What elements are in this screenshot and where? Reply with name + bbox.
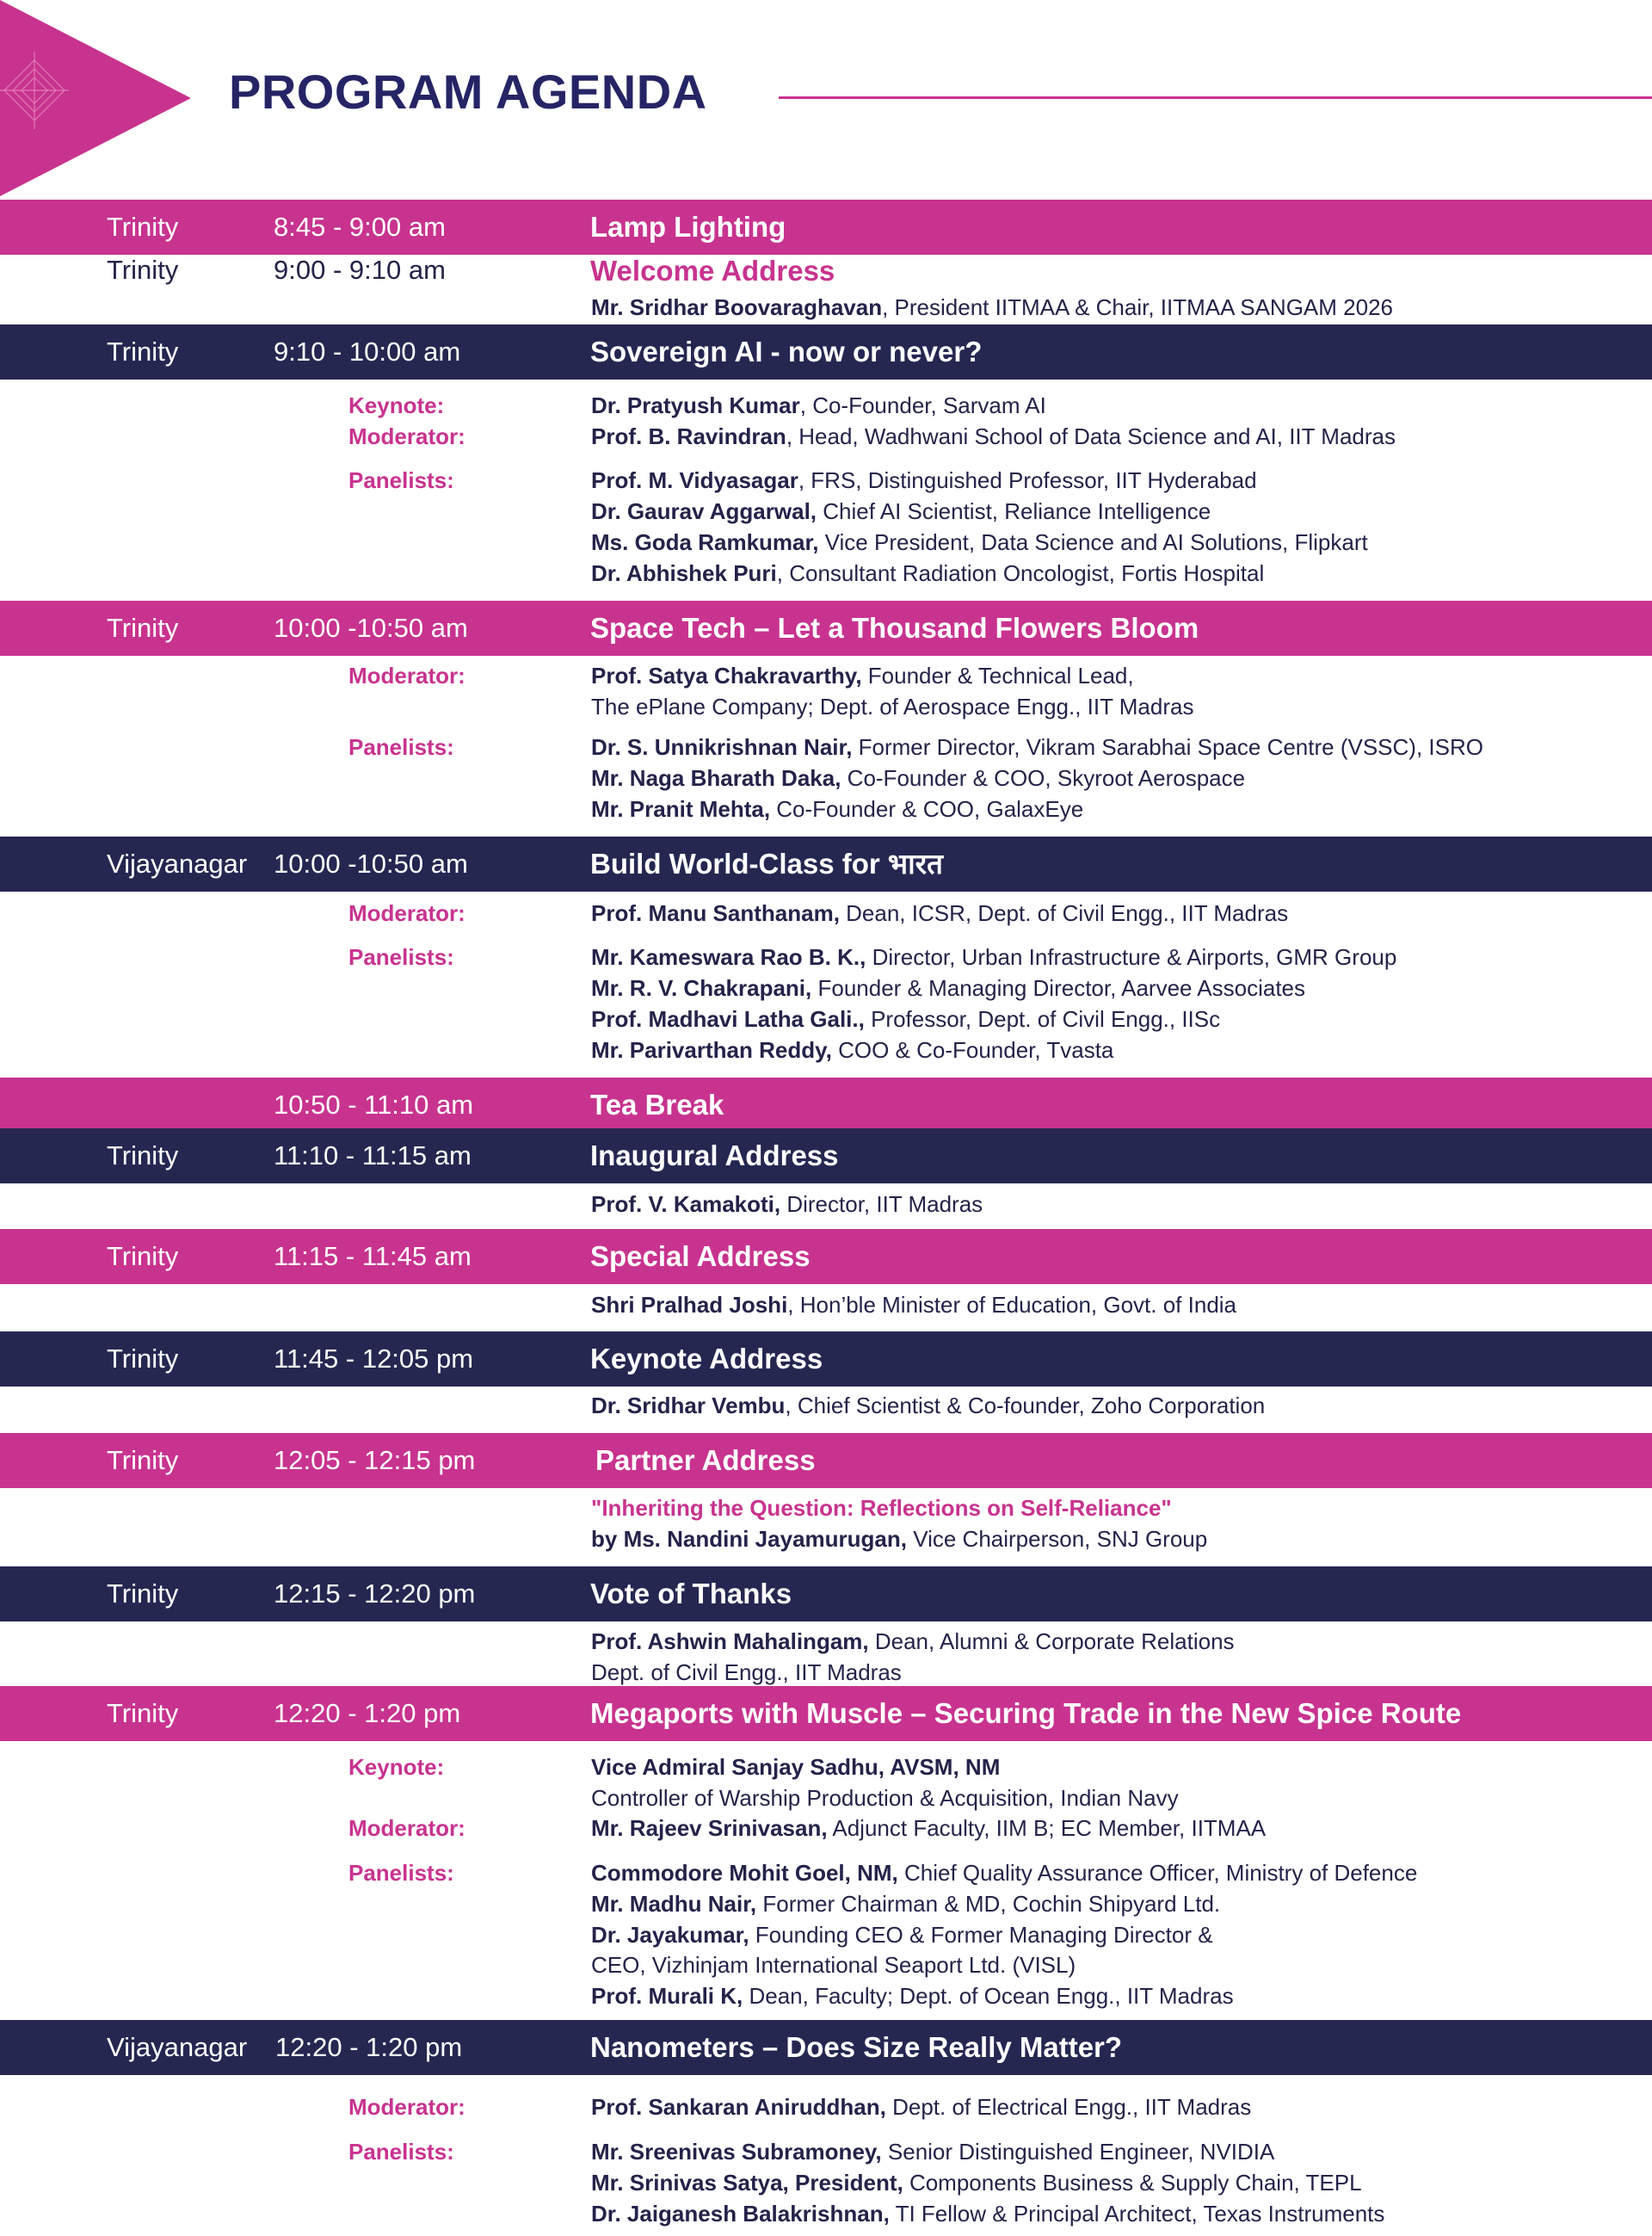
speaker-detail: , Consultant Radiation Oncologist, Fortis Hospital: [776, 560, 1265, 586]
session-venue: Trinity: [107, 337, 179, 367]
session-bar-space-tech: [0, 601, 1652, 656]
speaker-name: Mr. Kameswara Rao B. K.,: [591, 944, 866, 970]
session-bar-keynote-address: [0, 1331, 1652, 1387]
speaker-line: [591, 467, 1257, 494]
speaker-detail: Former Director, Vikram Sarabhai Space Centre (VSSC), ISRO: [852, 734, 1483, 760]
session-bar-tea-break: [0, 1078, 1652, 1133]
speaker-detail: Chief AI Scientist, Reliance Intelligence: [817, 498, 1211, 524]
talk-title-quote: "Inheriting the Question: Reflections on Self-Reliance": [591, 1495, 1172, 1521]
speaker-detail: The ePlane Company; Dept. of Aerospace Engg., IIT Madras: [591, 694, 1194, 720]
speaker-name: Mr. Parivarthan Reddy,: [591, 1037, 832, 1063]
role-label: Panelists:: [348, 734, 454, 760]
session-venue: Trinity: [107, 1445, 179, 1475]
role-label: Keynote:: [348, 392, 445, 418]
speaker-detail: Dept. of Electrical Engg., IIT Madras: [885, 2094, 1252, 2120]
session-time: 10:50 - 11:10 am: [274, 1090, 474, 1120]
speaker-detail: Dean, Alumni & Corporate Relations: [868, 1628, 1235, 1654]
role-label: Panelists:: [348, 1860, 454, 1886]
session-bar-vote-of-thanks: [0, 1566, 1652, 1621]
role-label: Panelists:: [348, 944, 454, 970]
session-time: 12:05 - 12:15 pm: [274, 1445, 476, 1475]
speaker-name: Mr. Sridhar Boovaraghavan: [591, 294, 883, 320]
speaker-detail: , Co-Founder, Sarvam AI: [799, 392, 1046, 418]
session-venue: Trinity: [107, 255, 179, 285]
session-title: Sovereign AI - now or never?: [590, 336, 983, 368]
speaker-line: [591, 2170, 1362, 2196]
speaker-detail: COO & Co-Founder, Tvasta: [831, 1037, 1114, 1063]
session-bar-nanometers: [0, 2020, 1652, 2075]
session-venue: Trinity: [107, 1140, 179, 1171]
speaker-detail: Co-Founder & COO, GalaxEye: [770, 796, 1084, 822]
session-title: Keynote Address: [590, 1343, 823, 1374]
speaker-detail: Dean, ICSR, Dept. of Civil Engg., IIT Madras: [839, 900, 1289, 926]
speaker-line: [591, 900, 1288, 927]
speaker-line: [591, 1659, 902, 1686]
speaker-line: [591, 663, 1134, 689]
speaker-line: [591, 694, 1193, 720]
corner-triangle-ornament: [0, 0, 198, 198]
session-venue: Trinity: [107, 1343, 179, 1374]
speaker-detail: Components Business & Supply Chain, TEPL: [903, 2170, 1362, 2196]
session-title: Inaugural Address: [590, 1140, 839, 1171]
session-time: 9:00 - 9:10 am: [274, 255, 446, 285]
session-venue: Vijayanagar: [107, 849, 248, 879]
speaker-line: [591, 294, 1393, 321]
speaker-detail: Senior Distinguished Engineer, NVIDIA: [881, 2139, 1275, 2165]
speaker-name: Mr. R. V. Chakrapani,: [591, 975, 812, 1001]
speaker-line: [591, 796, 1083, 823]
speaker-name: Mr. Sreenivas Subramoney,: [591, 2139, 882, 2165]
session-bar-inaugural-address: [0, 1128, 1652, 1183]
session-title: Nanometers – Does Size Really Matter?: [590, 2031, 1123, 2063]
speaker-line: [591, 2139, 1274, 2165]
role-label: Keynote:: [348, 1754, 445, 1780]
speaker-name: Ms. Goda Ramkumar,: [591, 529, 819, 555]
session-venue: Trinity: [107, 1698, 179, 1728]
title-divider: [779, 96, 1652, 99]
role-label: Panelists:: [348, 2139, 454, 2165]
speaker-line: [591, 423, 1396, 450]
speaker-name: Vice Admiral Sanjay Sadhu, AVSM, NM: [591, 1754, 1001, 1780]
session-venue: Trinity: [107, 212, 179, 242]
speaker-detail: Founder & Technical Lead,: [861, 663, 1134, 689]
speaker-line: [591, 975, 1305, 1002]
session-time: 10:00 -10:50 am: [274, 613, 468, 643]
session-time: 11:45 - 12:05 pm: [274, 1343, 474, 1374]
role-label: Moderator:: [348, 663, 465, 689]
speaker-line: [591, 1860, 1417, 1887]
role-label: Moderator:: [348, 1815, 465, 1841]
speaker-name: Prof. Ashwin Mahalingam,: [591, 1628, 869, 1654]
speaker-line: [591, 1393, 1265, 1419]
session-time: 12:20 - 1:20 pm: [275, 2032, 463, 2062]
session-bar-build-world-class: [0, 837, 1652, 892]
speaker-line: [591, 1292, 1236, 1319]
speaker-detail: , Hon’ble Minister of Education, Govt. of India: [787, 1292, 1237, 1318]
session-time: 12:15 - 12:20 pm: [274, 1578, 476, 1609]
speaker-detail: Co-Founder & COO, Skyroot Aerospace: [841, 765, 1246, 791]
speaker-line: [591, 2094, 1251, 2121]
session-venue: Trinity: [107, 1578, 179, 1609]
session-time: 10:00 -10:50 am: [274, 849, 468, 879]
speaker-name: Prof. Sankaran Aniruddhan,: [591, 2094, 886, 2120]
speaker-line: [591, 765, 1245, 792]
speaker-name: Prof. Manu Santhanam,: [591, 900, 840, 926]
speaker-name: Prof. Madhavi Latha Gali.,: [591, 1006, 865, 1032]
session-venue: Trinity: [107, 1241, 179, 1271]
speaker-name: Dr. Abhishek Puri: [591, 560, 777, 586]
session-title: Megaports with Muscle – Securing Trade in the New Spice Route: [590, 1697, 1462, 1729]
speaker-detail: Director, Urban Infrastructure & Airports, GMR Group: [866, 944, 1397, 970]
speaker-line: [591, 1983, 1234, 2010]
speaker-name: Prof. Satya Chakravarthy,: [591, 663, 862, 689]
speaker-name: Dr. Jayakumar,: [591, 1922, 749, 1948]
speaker-line: [591, 1037, 1113, 1064]
session-title: Special Address: [590, 1240, 811, 1272]
speaker-name: Mr. Naga Bharath Daka,: [591, 765, 841, 791]
speaker-detail: Vice President, Data Science and AI Solutions, Flipkart: [818, 529, 1368, 555]
speaker-name: Mr. Pranit Mehta,: [591, 796, 771, 822]
speaker-line: [591, 1628, 1235, 1655]
session-bar-lamp-lighting: [0, 200, 1652, 255]
role-label: Moderator:: [348, 2094, 465, 2120]
speaker-detail: Controller of Warship Production & Acquisition, Indian Navy: [591, 1785, 1179, 1811]
speaker-name: Dr. Pratyush Kumar: [591, 392, 800, 418]
speaker-line: [591, 498, 1211, 525]
session-title: Welcome Address: [590, 255, 835, 287]
session-title: Space Tech – Let a Thousand Flowers Bloom: [590, 612, 1199, 644]
speaker-name: Mr. Srinivas Satya, President,: [591, 2170, 903, 2196]
speaker-name: Mr. Madhu Nair,: [591, 1891, 757, 1917]
speaker-detail: CEO, Vizhinjam International Seaport Ltd. (VISL): [591, 1952, 1076, 1978]
speaker-name: Dr. S. Unnikrishnan Nair,: [591, 734, 853, 760]
session-venue: Vijayanagar: [107, 2032, 248, 2062]
session-bar-megaports: [0, 1686, 1652, 1741]
speaker-detail: , President IITMAA & Chair, IITMAA SANGAM 2026: [882, 294, 1393, 320]
session-venue: Trinity: [107, 613, 179, 643]
page-title: PROGRAM AGENDA: [229, 65, 707, 119]
speaker-detail: , FRS, Distinguished Professor, IIT Hyderabad: [798, 467, 1257, 493]
speaker-line: [591, 1006, 1220, 1033]
speaker-name: Commodore Mohit Goel, NM,: [591, 1860, 898, 1886]
session-time: 11:15 - 11:45 am: [274, 1241, 472, 1271]
session-title: Build World-Class for भारत: [590, 848, 943, 880]
speaker-name: Prof. Murali K,: [591, 1983, 743, 2009]
speaker-detail: , Chief Scientist & Co-founder, Zoho Corporation: [785, 1393, 1266, 1418]
session-bar-partner-address: [0, 1433, 1652, 1488]
speaker-name: Shri Pralhad Joshi: [591, 1292, 788, 1318]
speaker-name: Mr. Rajeev Srinivasan,: [591, 1815, 828, 1841]
speaker-detail: Director, IIT Madras: [780, 1191, 983, 1217]
speaker-line: [591, 1952, 1076, 1979]
speaker-line: [591, 1191, 983, 1218]
speaker-line: [591, 392, 1046, 419]
session-title: Tea Break: [590, 1089, 724, 1121]
speaker-line: [591, 1526, 1207, 1553]
role-label: Moderator:: [348, 423, 465, 449]
session-title: Partner Address: [595, 1444, 816, 1476]
role-label: Moderator:: [348, 900, 465, 926]
speaker-line: [591, 1922, 1213, 1949]
speaker-line: [591, 1891, 1220, 1918]
session-title: Vote of Thanks: [590, 1578, 792, 1609]
speaker-name: Dr. Jaiganesh Balakrishnan,: [591, 2201, 890, 2227]
speaker-detail: Chief Quality Assurance Officer, Ministry of Defence: [897, 1860, 1418, 1886]
speaker-name: Prof. V. Kamakoti,: [591, 1191, 781, 1217]
speaker-detail: Dean, Faculty; Dept. of Ocean Engg., IIT Madras: [743, 1983, 1234, 2009]
speaker-detail: Professor, Dept. of Civil Engg., IISc: [864, 1006, 1221, 1032]
speaker-line: [591, 1785, 1179, 1812]
speaker-detail: TI Fellow & Principal Architect, Texas Instruments: [889, 2201, 1385, 2227]
role-label: Panelists:: [348, 467, 454, 493]
speaker-line: [591, 2201, 1384, 2227]
speaker-detail: , Head, Wadhwani School of Data Science and AI, IIT Madras: [786, 423, 1396, 449]
speaker-name: Dr. Sridhar Vembu: [591, 1393, 786, 1418]
session-time: 12:20 - 1:20 pm: [274, 1698, 461, 1728]
session-bar-sovereign-ai: [0, 324, 1652, 380]
speaker-detail: Dept. of Civil Engg., IIT Madras: [591, 1659, 902, 1685]
speaker-line: [591, 560, 1264, 587]
speaker-detail: Vice Chairperson, SNJ Group: [906, 1526, 1208, 1552]
session-bar-special-address: [0, 1229, 1652, 1284]
speaker-name: Dr. Gaurav Aggarwal,: [591, 498, 817, 524]
session-time: 9:10 - 10:00 am: [274, 337, 461, 367]
speaker-line: [591, 944, 1396, 971]
session-time: 11:10 - 11:15 am: [274, 1140, 472, 1171]
speaker-line: [591, 1754, 1000, 1781]
speaker-detail: Founding CEO & Former Managing Director &: [749, 1922, 1213, 1948]
speaker-detail: Adjunct Faculty, IIM B; EC Member, IITMAA: [827, 1815, 1267, 1841]
speaker-line: [591, 734, 1483, 761]
speaker-name: by Ms. Nandini Jayamurugan,: [591, 1526, 907, 1552]
speaker-detail: Founder & Managing Director, Aarvee Associates: [811, 975, 1306, 1001]
session-title: Lamp Lighting: [590, 211, 786, 243]
session-time: 8:45 - 9:00 am: [274, 212, 446, 242]
speaker-line: [591, 529, 1368, 556]
speaker-line: [591, 1815, 1266, 1842]
speaker-detail: Former Chairman & MD, Cochin Shipyard Ltd.: [756, 1891, 1221, 1917]
speaker-name: Prof. B. Ravindran: [591, 423, 786, 449]
speaker-name: Prof. M. Vidyasagar: [591, 467, 798, 493]
